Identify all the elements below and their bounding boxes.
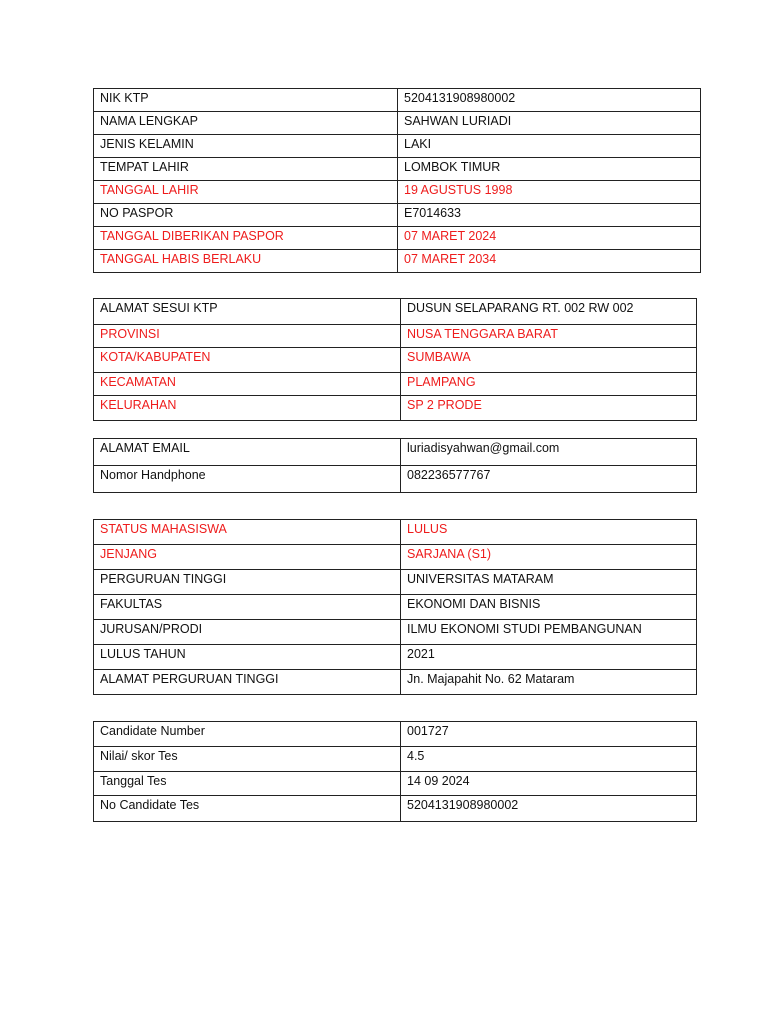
table-row	[94, 570, 697, 595]
field-value: 5204131908980002	[401, 796, 697, 822]
table-row	[94, 466, 697, 493]
field-value: LULUS	[401, 520, 697, 545]
table-row	[94, 158, 701, 181]
table-row	[94, 439, 697, 466]
field-label: Candidate Number	[94, 722, 401, 747]
field-value: NUSA TENGGARA BARAT	[401, 325, 697, 348]
table-row	[94, 135, 701, 158]
field-label: NO PASPOR	[94, 204, 398, 227]
field-label: PERGURUAN TINGGI	[94, 570, 401, 595]
field-label: ALAMAT PERGURUAN TINGGI	[94, 670, 401, 695]
table-row	[94, 747, 697, 772]
table-row	[94, 772, 697, 796]
table-row	[94, 299, 697, 325]
table-row	[94, 250, 701, 273]
field-label: LULUS TAHUN	[94, 645, 401, 670]
field-value: E7014633	[398, 204, 701, 227]
field-value: luriadisyahwan@gmail.com	[401, 439, 697, 466]
field-label: PROVINSI	[94, 325, 401, 348]
field-label: Nomor Handphone	[94, 466, 401, 493]
field-value: 07 MARET 2024	[398, 227, 701, 250]
field-value: 14 09 2024	[401, 772, 697, 796]
field-label: KELURAHAN	[94, 396, 401, 421]
field-label: No Candidate Tes	[94, 796, 401, 822]
field-label: TANGGAL DIBERIKAN PASPOR	[94, 227, 398, 250]
field-label: ALAMAT SESUI KTP	[94, 299, 401, 325]
table-row	[94, 796, 697, 822]
table-row	[94, 112, 701, 135]
table-row	[94, 227, 701, 250]
field-label: TEMPAT LAHIR	[94, 158, 398, 181]
table-row	[94, 595, 697, 620]
field-value: 4.5	[401, 747, 697, 772]
address-table	[93, 298, 697, 421]
field-label: STATUS MAHASISWA	[94, 520, 401, 545]
field-value: Jn. Majapahit No. 62 Mataram	[401, 670, 697, 695]
field-label: Nilai/ skor Tes	[94, 747, 401, 772]
field-value: 082236577767	[401, 466, 697, 493]
field-value: 001727	[401, 722, 697, 747]
field-value: SUMBAWA	[401, 348, 697, 373]
field-label: TANGGAL HABIS BERLAKU	[94, 250, 398, 273]
table-row	[94, 396, 697, 421]
table-row	[94, 325, 697, 348]
field-value: SARJANA (S1)	[401, 545, 697, 570]
table-row	[94, 89, 701, 112]
table-row	[94, 545, 697, 570]
field-value: 5204131908980002	[398, 89, 701, 112]
field-value: PLAMPANG	[401, 373, 697, 396]
field-label: JENJANG	[94, 545, 401, 570]
table-row	[94, 645, 697, 670]
table-row	[94, 722, 697, 747]
field-value: SP 2 PRODE	[401, 396, 697, 421]
test-result-table	[93, 721, 697, 822]
field-value: DUSUN SELAPARANG RT. 002 RW 002	[401, 299, 697, 325]
field-label: KECAMATAN	[94, 373, 401, 396]
field-value: ILMU EKONOMI STUDI PEMBANGUNAN	[401, 620, 697, 645]
table-row	[94, 373, 697, 396]
field-value: LAKI	[398, 135, 701, 158]
identity-table	[93, 88, 701, 273]
field-value: 19 AGUSTUS 1998	[398, 181, 701, 204]
field-value: UNIVERSITAS MATARAM	[401, 570, 697, 595]
field-value: SAHWAN LURIADI	[398, 112, 701, 135]
table-row	[94, 620, 697, 645]
table-row	[94, 348, 697, 373]
field-label: NIK KTP	[94, 89, 398, 112]
field-label: JENIS KELAMIN	[94, 135, 398, 158]
contact-table	[93, 438, 697, 493]
field-label: FAKULTAS	[94, 595, 401, 620]
field-label: ALAMAT EMAIL	[94, 439, 401, 466]
field-value: 2021	[401, 645, 697, 670]
education-table	[93, 519, 697, 695]
field-value: 07 MARET 2034	[398, 250, 701, 273]
field-label: JURUSAN/PRODI	[94, 620, 401, 645]
table-row	[94, 181, 701, 204]
table-row	[94, 520, 697, 545]
field-label: KOTA/KABUPATEN	[94, 348, 401, 373]
field-value: LOMBOK TIMUR	[398, 158, 701, 181]
field-label: TANGGAL LAHIR	[94, 181, 398, 204]
field-label: NAMA LENGKAP	[94, 112, 398, 135]
table-row	[94, 204, 701, 227]
field-value: EKONOMI DAN BISNIS	[401, 595, 697, 620]
field-label: Tanggal Tes	[94, 772, 401, 796]
table-row	[94, 670, 697, 695]
